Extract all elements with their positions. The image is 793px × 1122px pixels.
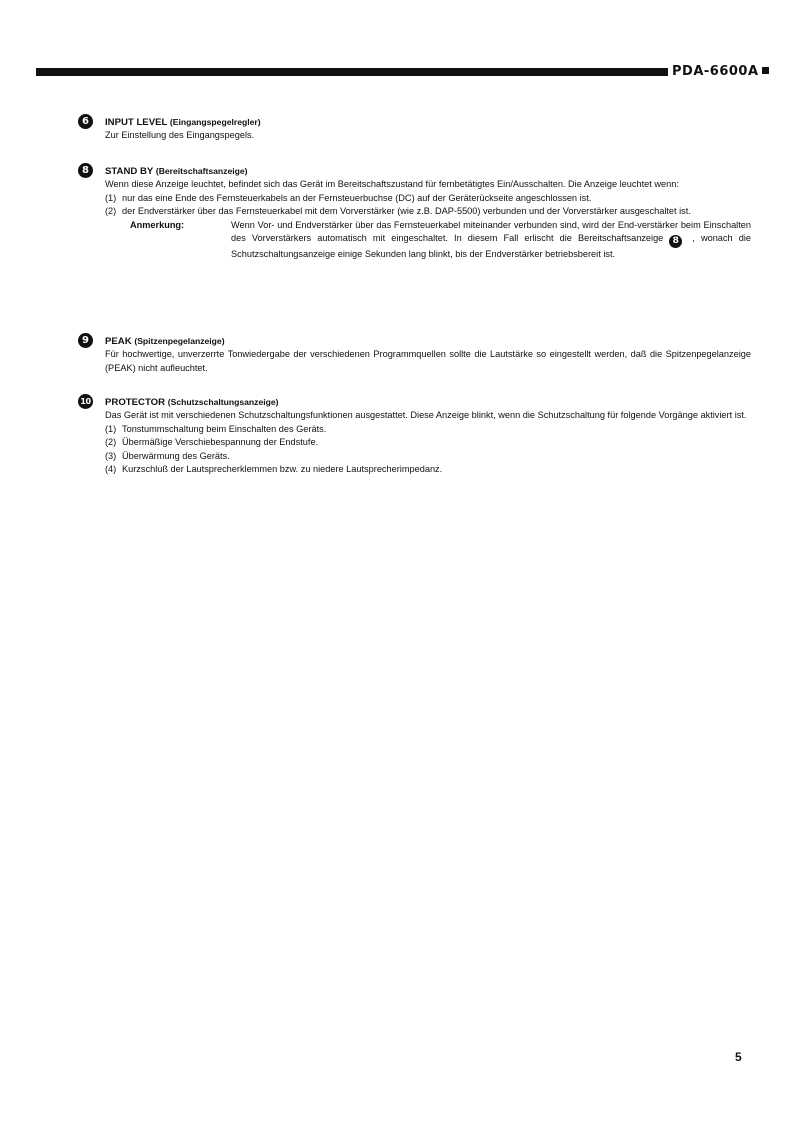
- section-text: Für hochwertige, unverzerrte Tonwiedergabe der verschiedenen Programmquellen sollte die Lautstärke so eingestellt werden, daß die Spitzenpegelanzeige (PEAK) nicht aufleuchtet.: [105, 349, 751, 373]
- list-item: (3) Überwärmung des Geräts.: [105, 450, 230, 461]
- list-item: (2) der Endverstärker über das Fernsteuerkabel mit dem Vorverstärker (wie z.B. DAP-5500) verbunden und der Vorverstärker ausgeschaltet ist.: [105, 206, 691, 217]
- section-title: PEAK (Spitzenpegelanzeige): [105, 336, 225, 347]
- list-item: (2) Übermäßige Verschiebespannung der Endstufe.: [105, 437, 319, 448]
- list-item: (1) nur das eine Ende des Fernsteuerkabels an der Fernsteuerbuchse (DC) auf der Geräterückseite angeschlossen ist.: [105, 192, 592, 203]
- item-number-badge: 8: [78, 163, 93, 178]
- item-number-badge: 6: [78, 114, 93, 129]
- header-rule: [36, 68, 664, 76]
- item-number-ref: 8: [669, 235, 682, 248]
- model-label: PDA-6600A: [672, 64, 769, 79]
- section-title: INPUT LEVEL (Eingangspegelregler): [105, 117, 261, 128]
- list-item: (4) Kurzschluß der Lautsprecherklemmen bzw. zu niedere Lautsprecherimpedanz.: [105, 464, 443, 475]
- section-text: Das Gerät ist mit verschiedenen Schutzschaltungsfunktionen ausgestattet. Diese Anzeige blinkt, wenn die Schutzschaltung für folgende Vorgänge aktiviert ist.: [105, 410, 747, 421]
- page-number: 5: [735, 1050, 742, 1064]
- item-number-badge: 9: [78, 333, 93, 348]
- note: Anmerkung: Wenn Vor- und Endverstärker über das Fernsteuerkabel miteinander verbunden sind, wird der End-verstärker beim Einschalten des Vorverstärkers automatisch mit eingeschaltet. In diesem Fall erlischt die Bereitschaftsanzeige 8 , wonach die Schutzschaltungsanzeige einige Sekunden lang blinkt, bis der Endverstärker betriebsbereit ist.: [130, 219, 751, 260]
- section-title: STAND BY (Bereitschaftsanzeige): [105, 166, 248, 177]
- square-bullet-icon: [762, 67, 769, 74]
- item-number-badge: 10: [78, 394, 93, 409]
- section-text: Wenn diese Anzeige leuchtet, befindet sich das Gerät im Bereitschaftszustand für fernbetätigtes Ein/Ausschalten. Die Anzeige leuchtet wenn:: [105, 179, 679, 190]
- section-text: Zur Einstellung des Eingangspegels.: [105, 130, 255, 141]
- section-title: PROTECTOR (Schutzschaltungsanzeige): [105, 397, 279, 408]
- list-item: (1) Tonstummschaltung beim Einschalten des Geräts.: [105, 423, 327, 434]
